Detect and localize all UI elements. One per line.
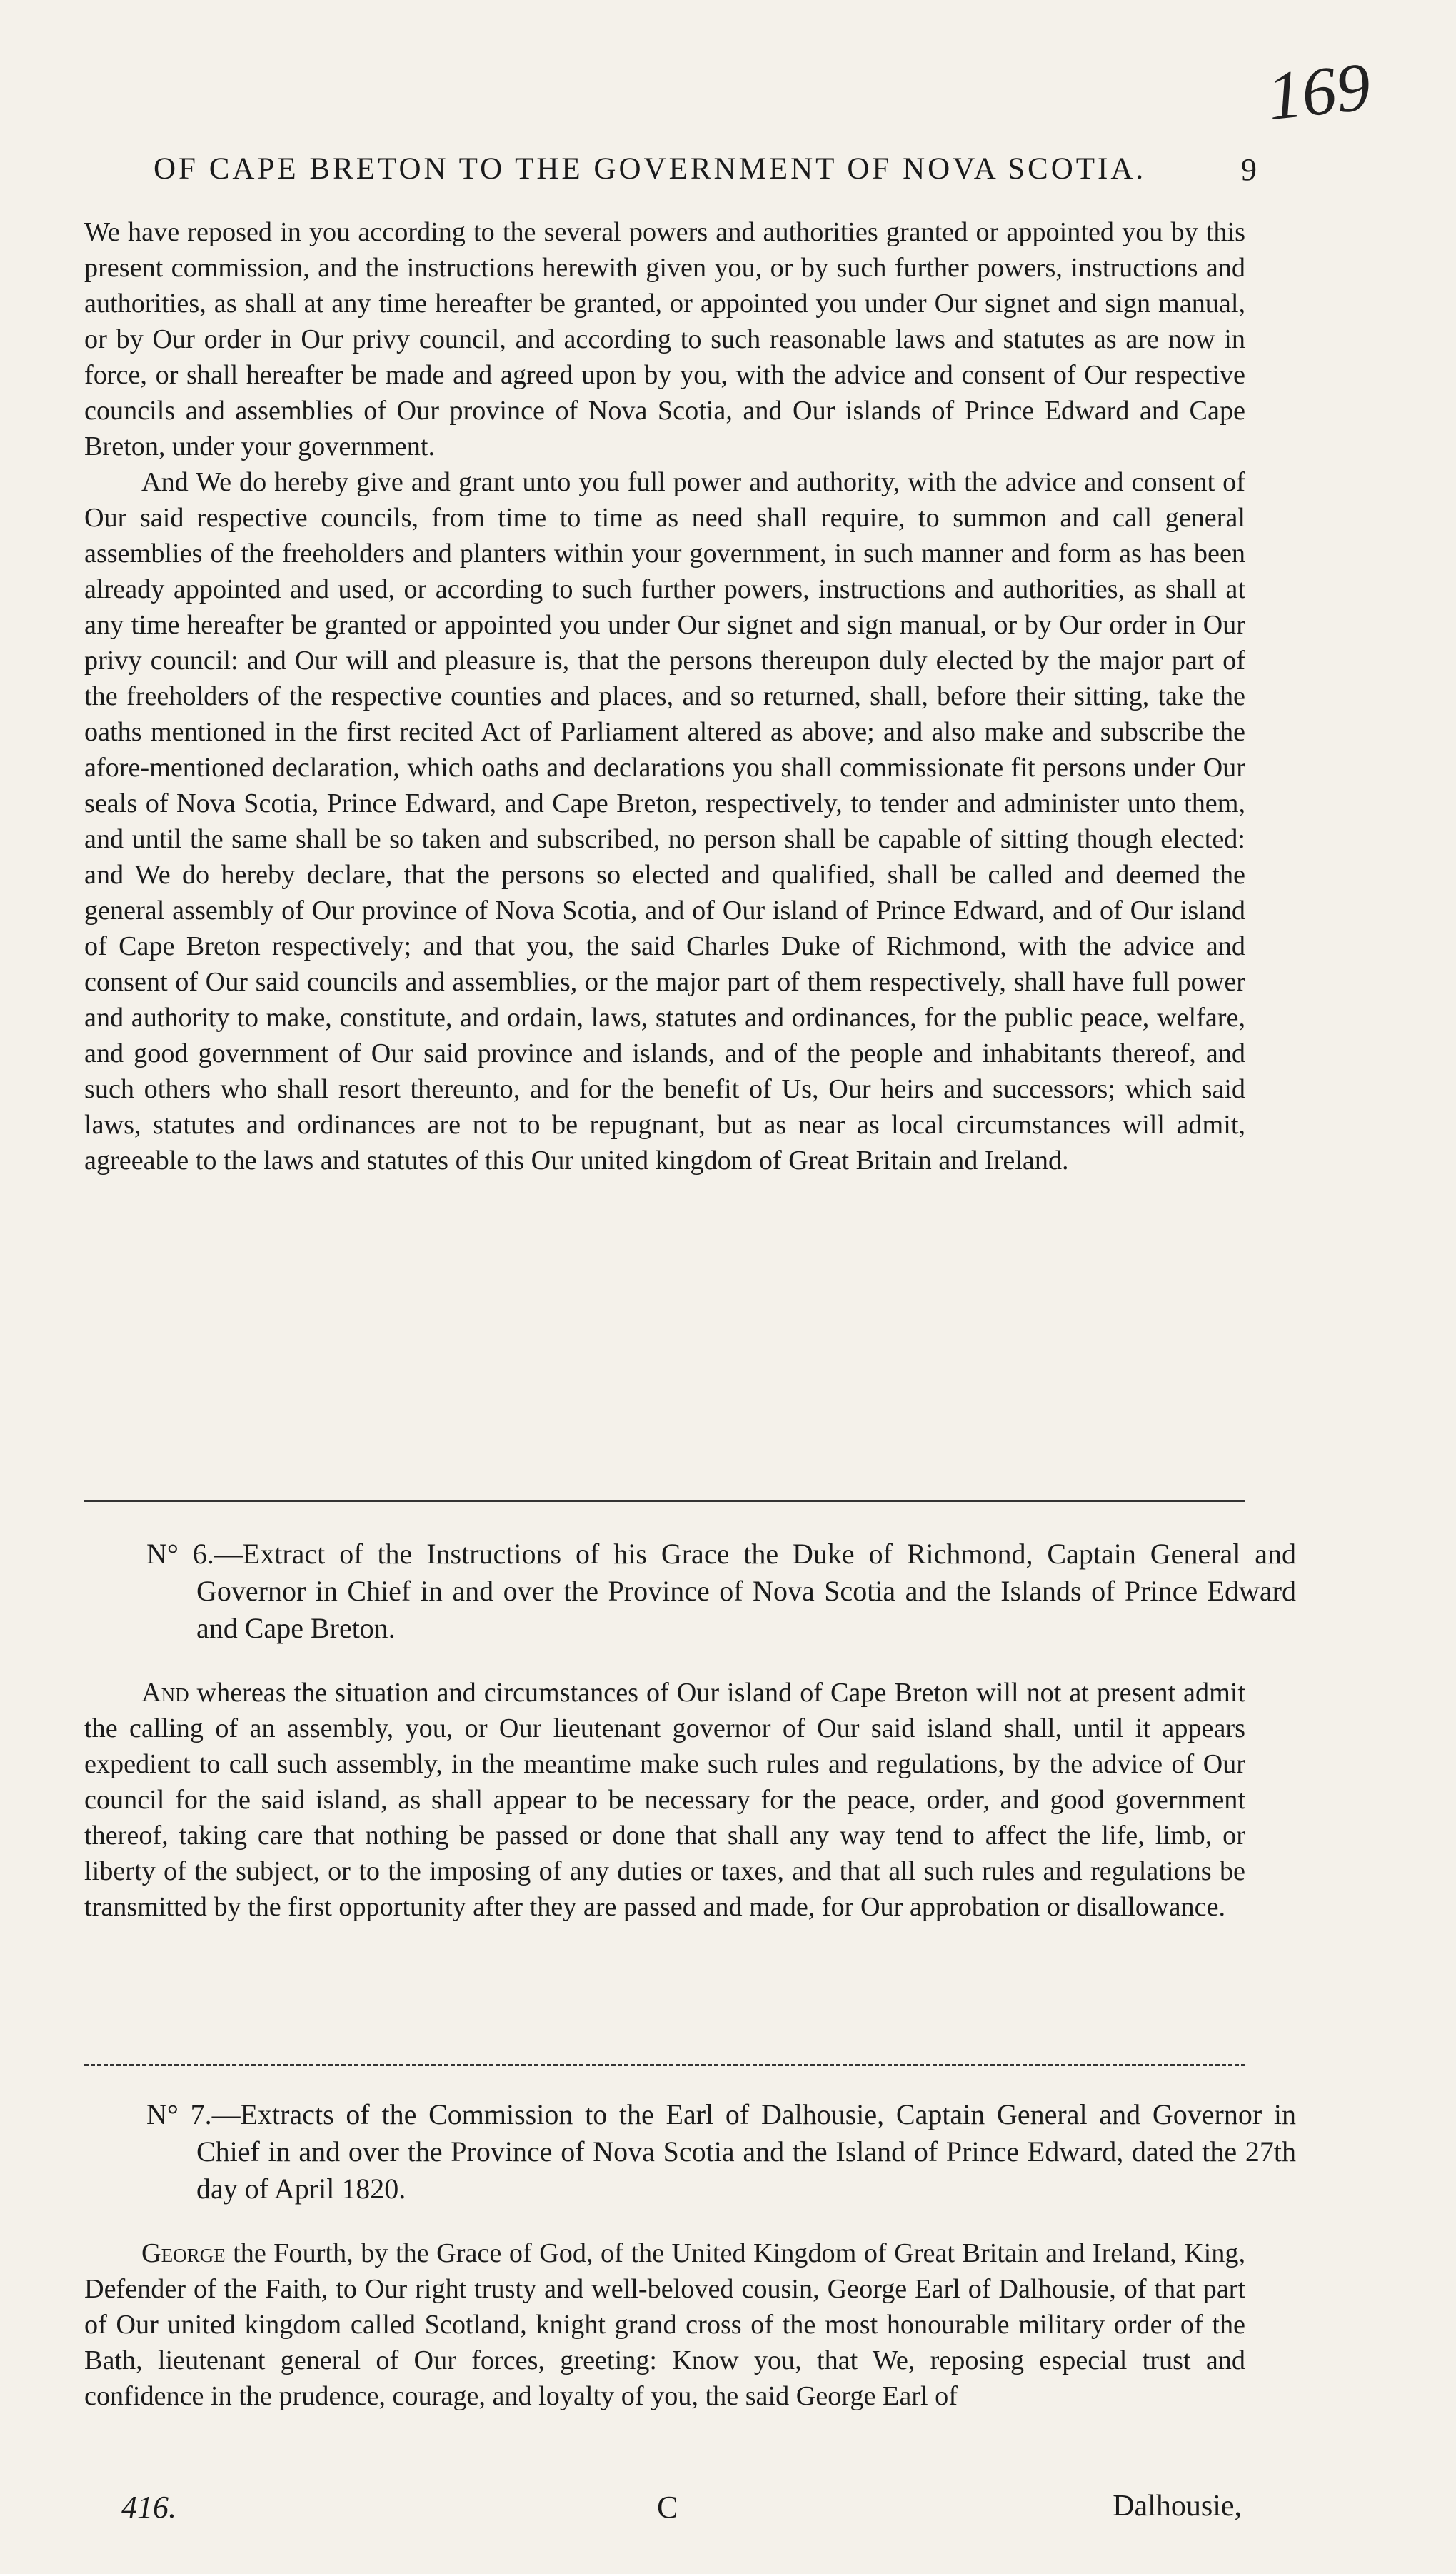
section-divider bbox=[84, 1500, 1245, 1502]
paragraph: And We do hereby give and grant unto you full power and authority, with the advice and consent of Our said respective councils, from time to time as need shall require, to summon and call general assemblies of the freeholders and planters within your government, in such manner and form as has been already appointed and used, or according to such further powers, instructions and authorities, as shall at any time hereafter be granted or appointed you under Our signet and sign manual, or by Our order in Our privy council: and Our will and pleasure is, that the persons thereupon duly elected by the major part of the freeholders of the respective counties and places, and so returned, shall, before their sitting, take the oaths mentioned in the first recited Act of Parliament altered as above; and also make and subscribe the afore-mentioned declaration, which oaths and declarations you shall commissionate fit persons under Our seals of Nova Scotia, Prince Edward, and Cape Breton, respectively, to tender and administer unto them, and until the same shall be so taken and subscribed, no person shall be capable of sitting though elected: and We do hereby declare, that the persons so elected and qualified, shall be called and deemed the general assembly of Our province of Nova Scotia, and of Our island of Prince Edward, and of Our island of Cape Breton respectively; and that you, the said Charles Duke of Richmond, with the advice and consent of Our said councils and assemblies, or the major part of them respectively, shall have full power and authority to make, constitute, and ordain, laws, statutes and ordinances, for the public peace, welfare, and good government of Our said province and islands, and of the people and inhabitants thereof, and such others who shall resort thereunto, and for the benefit of Us, Our heirs and successors; which said laws, statutes and ordinances are not to be repugnant, but as near as local circumstances will admit, agreeable to the laws and statutes of this Our united kingdom of Great Britain and Ireland. bbox=[84, 467, 1245, 1176]
paragraph-body: whereas the situation and circumstances of Our island of Cape Breton will not at present admit the calling of an assembly, you, or Our lieutenant governor of Our said island shall, until it appears expedient to call such assembly, in the meantime make such rules and regulations, by the advice of Our council for the said island, as shall appear to be necessary for the peace, order, and good government thereof, taking care that nothing be passed or done that shall any way tend to affect the life, limb, or liberty of the subject, or to the imposing of any duties or taxes, and that all such rules and regulations be transmitted by the first opportunity after they are passed and made, for Our approbation or disallowance. bbox=[84, 1678, 1245, 1922]
section-commission-dalhousie-text bbox=[84, 2235, 1245, 2414]
paragraph bbox=[84, 2235, 1245, 2414]
section-heading-no7: N° 7.—Extracts of the Commission to the Earl of Dalhousie, Captain General and Governor in Chief in and over the Province of Nova Scotia and the Island of Prince Edward, dated the 27th day of April 1820. bbox=[146, 2098, 1296, 2205]
section-heading-no6: N° 6.—Extract of the Instructions of his Grace the Duke of Richmond, Captain General and Governor in Chief in and over the Province of Nova Scotia and the Islands of Prince Edward and Cape Breton. bbox=[146, 1538, 1296, 1644]
section-divider bbox=[84, 2064, 1245, 2066]
paragraph: We have reposed in you according to the several powers and authorities granted or appointed you by this present commission, and the instructions herewith given you, or by such further powers, instructions and authorities, as shall at any time hereafter be granted, or appointed you under Our signet and sign manual, or by Our order in Our privy council, and according to such reasonable laws and statutes as are now in force, or shall hereafter be made and agreed upon by you, with the advice and consent of Our respective councils and assemblies of Our province of Nova Scotia, and Our islands of Prince Edward and Cape Breton, under your government. bbox=[84, 217, 1245, 461]
lead-word: George bbox=[141, 2238, 226, 2268]
lead-word: And bbox=[141, 1678, 189, 1708]
running-head: OF CAPE BRETON TO THE GOVERNMENT OF NOVA SCOTIA. bbox=[154, 152, 1147, 186]
section-instructions-text bbox=[84, 1675, 1245, 1925]
signature-letter: C bbox=[657, 2490, 678, 2525]
paragraph bbox=[84, 1675, 1245, 1925]
handwritten-folio: 169 bbox=[1263, 47, 1375, 135]
signature-mark: 416. bbox=[121, 2490, 176, 2525]
section-commission-text bbox=[84, 214, 1245, 1178]
paragraph-body: the Fourth, by the Grace of God, of the United Kingdom of Great Britain and Ireland, King, Defender of the Faith, to Our right trusty and well-beloved cousin, George Earl of Dalhousie, of that part of Our united kingdom called Scotland, knight grand cross of the most honourable military order of the Bath, lieutenant general of Our forces, greeting: Know you, that We, reposing especial trust and confidence in the prudence, courage, and loyalty of you, the said George Earl of bbox=[84, 2238, 1245, 2411]
catchword: Dalhousie, bbox=[1113, 2490, 1242, 2523]
page-number: 9 bbox=[1241, 152, 1257, 187]
